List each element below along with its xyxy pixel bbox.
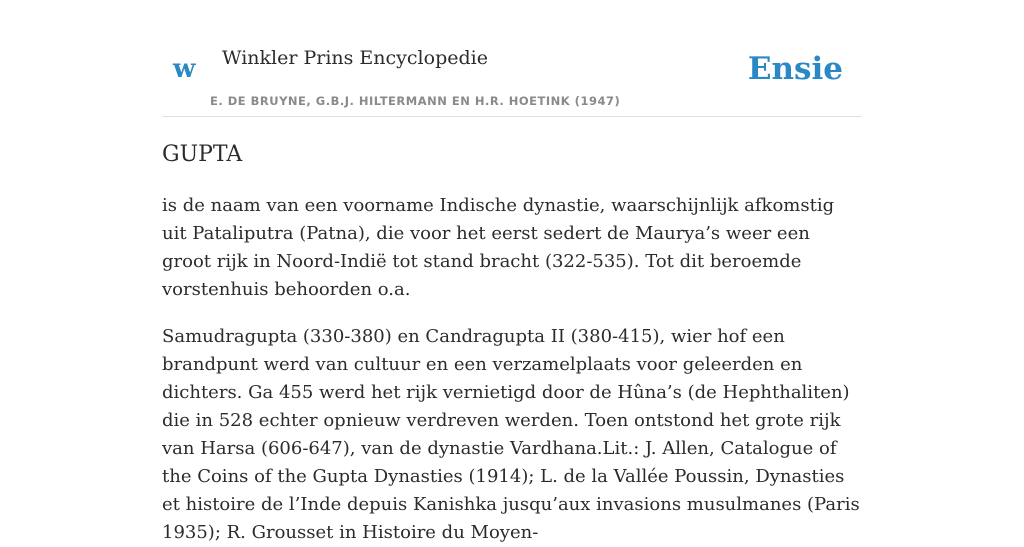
publication-logo-icon[interactable]: w — [173, 54, 196, 84]
article-title: GUPTA — [162, 142, 243, 167]
article-paragraph-1: is de naam van een voorname Indische dynastie, waarschijnlijk afkomstig uit Pataliputra (Patna), die voor het eerst sedert de Maurya’s weer een groot rijk in Noord-Indië tot stand bracht (322-535). Tot dit beroemde vorstenhuis behoorden o.a. — [162, 195, 835, 300]
article-paragraph-2: Samudragupta (330-380) en Candragupta II (380-415), wier hof een brandpunt werd van cultuur en een verzamelplaats voor geleerden en dichters. Ga 455 werd het rijk vernietigd door de Hûna’s (de Hephthaliten) die in 528 echter opnieuw verdreven werden. Toen ontstond het grote rijk van Harsa (606-647), van de dynastie Vardhana.Lit.: J. Allen, Catalogue of the Coins of the Gupta Dynasties (1914); L. de la Vallée Poussin, Dynasties et histoire de l’Inde depuis Kanishka jusqu’aux invasions musulmanes (Paris 1935); R. Grousset in Histoire du Moyen- — [162, 326, 860, 543]
publication-title[interactable]: Winkler Prins Encyclopedie — [222, 47, 488, 69]
ensie-logo[interactable]: Ensie — [747, 51, 843, 87]
page — [162, 0, 862, 543]
header — [162, 0, 862, 117]
publication-authors: E. DE BRUYNE, G.B.J. HILTERMANN EN H.R. HOETINK (1947) — [210, 94, 621, 108]
